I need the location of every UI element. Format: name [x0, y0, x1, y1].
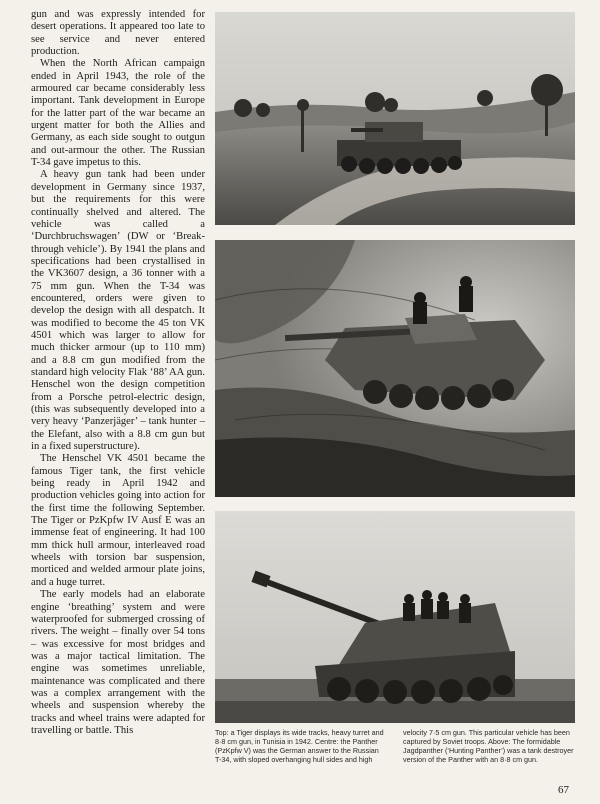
photo-panther-tank: [215, 240, 575, 497]
jagdpanther-illustration: [215, 511, 575, 723]
caption-column-left: [215, 728, 387, 764]
paragraph: When the North African campaign ended in April 1943, the role of the armoured car became considerably less important. Tank development in Europe for the latter part of the war became an urgent matter for both the Allies and Germany, as each side sought to outgun and out-armour the other. The Russian T-34 gave impetus to this.: [31, 58, 205, 169]
caption-text: velocity 7·5 cm gun. This particular vehicle has been captured by Soviet troops. Above: The formidable Jagdpanther (‘Hunting Panther’) was a tank destroyer version of the Panther with an 8·8 cm gun.: [403, 728, 574, 765]
caption-column-right: [403, 728, 575, 764]
paragraph: The early models had an elaborate engine ‘breathing’ system and were waterproofed for submerged crossing of rivers. The weight – finally over 54 tons – was excessive for most bridges and was a major tactical limitation. The engine was sometimes unreliable, maintenance was complicated and there was a complex arrangement with the wheels and suspension whereby the tracks and wheel trains were adapted for travelling or battle. This: [31, 589, 205, 736]
photo-jagdpanther: [215, 511, 575, 723]
body-text-column: [31, 9, 205, 737]
paragraph: gun and was expressly intended for desert operations. It appeared too late to see service and never entered production.: [31, 9, 205, 58]
tiger-tank-illustration: [215, 12, 575, 225]
page-number: 67: [558, 784, 569, 796]
photo-tiger-tank: [215, 12, 575, 225]
paragraph: A heavy gun tank had been under development in Germany since 1937, but the requirements for this were continually shelved and altered. The vehicle was called a ‘Durchbruchswagen’ (DW or ‘Break-through vehicle’). By 1941 the plans and specifications had been crystallised in the VK3607 design, a 36 tonner with a 75 mm gun. When the T-34 was encountered, orders were given to develop the design with all despatch. It was modified to become the 45 ton VK 4501 which was larger to allow for much thicker armour (up to 110 mm) and a 8.8 cm gun modified from the standard high velocity Flak ‘88’ AA gun. Henschel won the design competition from a Porsche petrol-electric design, (this was subsequently developed into a very heavy ‘Panzerjäger’ – tank hunter – the Elefant, also with a 8.8 cm gun but in a fixed superstructure).: [31, 169, 205, 453]
caption-text: Top: a Tiger displays its wide tracks, heavy turret and 8·8 cm gun, in Tunisia in 1942. Centre: the Panther (PzKpfw V) was the German answer to the Russian T-34, with sloped overhanging hull sides and high: [215, 728, 384, 765]
paragraph: The Henschel VK 4501 became the famous Tiger tank, the first vehicle being ready in April 1942 and production vehicles going into action for the first time the following September. The Tiger or PzKpfw IV Ausf E was an immense feat of engineering. It had 100 mm thick hull armour, interleaved road wheels with torsion bar suspension, morticed and welded armour plate joins, and a huge turret.: [31, 453, 205, 588]
panther-tank-illustration: [215, 240, 575, 497]
photo-captions: [215, 728, 575, 764]
